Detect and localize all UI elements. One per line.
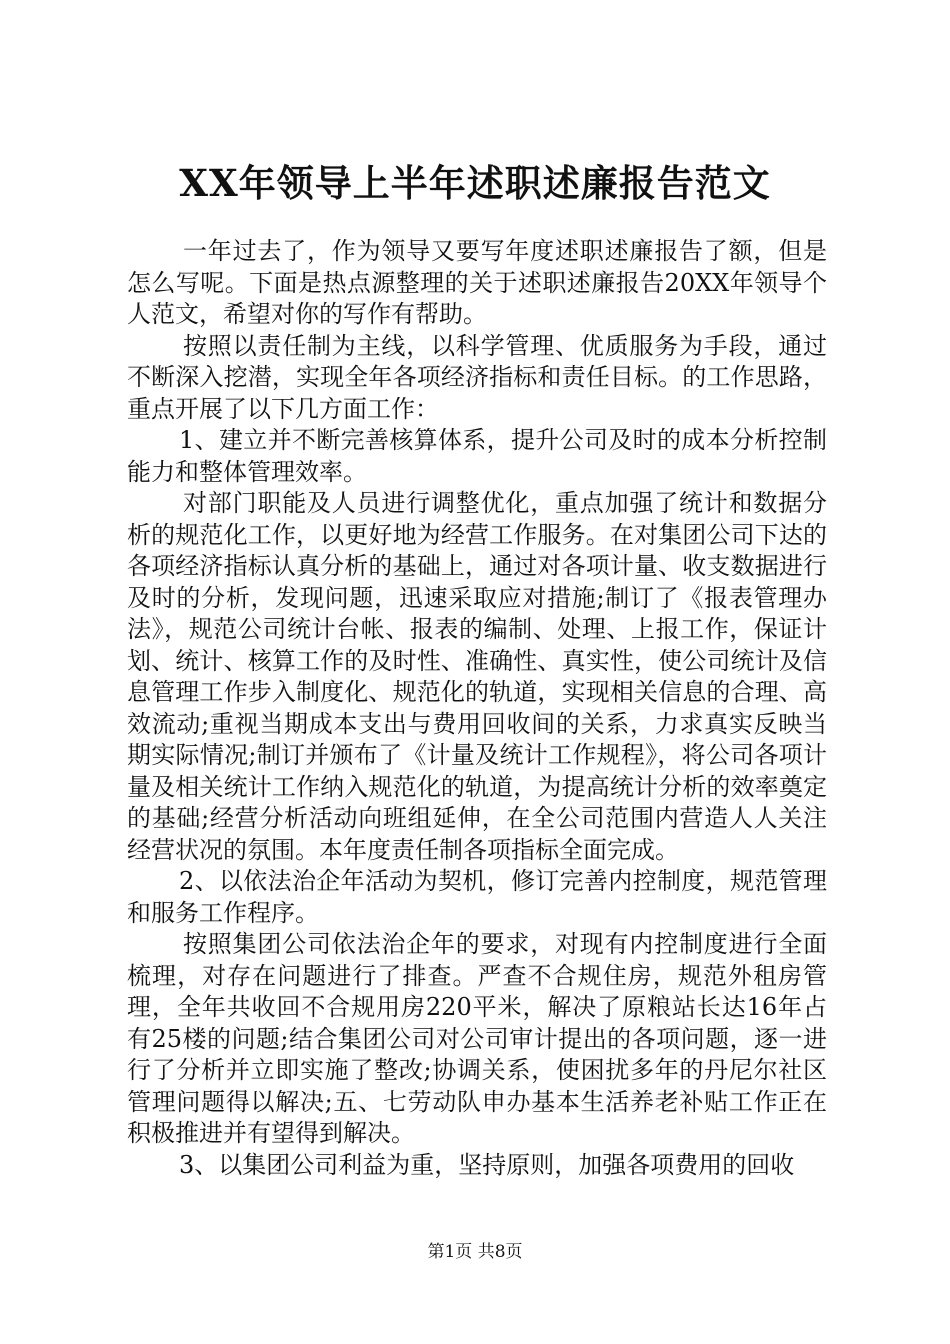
item-3-heading: 3、以集团公司利益为重，坚持原则，加强各项费用的回收 <box>179 1150 795 1179</box>
item-1-paragraph: 对部门职能及人员进行调整优化，重点加强了统计和数据分析的规范化工作，以更好地为经营工作服务。在对集团公司下达的各项经济指标认真分析的基础上，通过对各项计量、收支数据进行及时的分析，发现问题，迅速采取应对措施;制订了《报表管理办法》，规范公司统计台帐、报表的编制、处理、上报工作，保证计划、统计、核算工作的及时性、准确性、真实性，使公司统计及信息管理工作步入制度化、规范化的轨道，实现相关信息的合理、高效流动;重视当期成本支出与费用回收间的关系，力求真实反映当期实际情况;制订并颁布了《计量及统计工作规程》，将公司各项计量及相关统计工作纳入规范化的轨道，为提高统计分析的效率奠定的基础;经营分析活动向班组延伸，在全公司范围内营造人人关注经营状况的氛围。本年度责任制各项指标全面完成。 <box>127 489 827 864</box>
page-footer: 第1页 共8页 <box>427 1242 523 1262</box>
item-2-paragraph: 按照集团公司依法治企年的要求，对现有内控制度进行全面梳理，对存在问题进行了排查。严查不合规住房，规范外租房管理，全年共收回不合规用房220平米，解决了原粮站长达16年占有25楼的问题;结合集团公司对公司审计提出的各项问题，逐一进行了分析并立即实施了整改;协调关系，使困扰多年的丹尼尔社区管理问题得以解决;五、七劳动队申办基本生活养老补贴工作正在积极推进并有望得到解决。 <box>127 930 827 1147</box>
item-1-heading: 1、建立并不断完善核算体系，提升公司及时的成本分析控制能力和整体管理效率。 <box>127 426 827 486</box>
intro-paragraph: 一年过去了，作为领导又要写年度述职述廉报告了额，但是怎么写呢。下面是热点源整理的关于述职述廉报告20XX年领导个人范文，希望对你的写作有帮助。 <box>127 237 827 328</box>
item-2-heading: 2、以依法治企年活动为契机，修订完善内控制度，规范管理和服务工作程序。 <box>127 867 827 927</box>
document-title: XX年领导上半年述职述廉报告范文 <box>179 161 771 205</box>
work-approach-paragraph: 按照以责任制为主线，以科学管理、优质服务为手段，通过不断深入挖潜，实现全年各项经济指标和责任目标。的工作思路，重点开展了以下几方面工作： <box>127 331 827 423</box>
document-body <box>127 236 827 1181</box>
